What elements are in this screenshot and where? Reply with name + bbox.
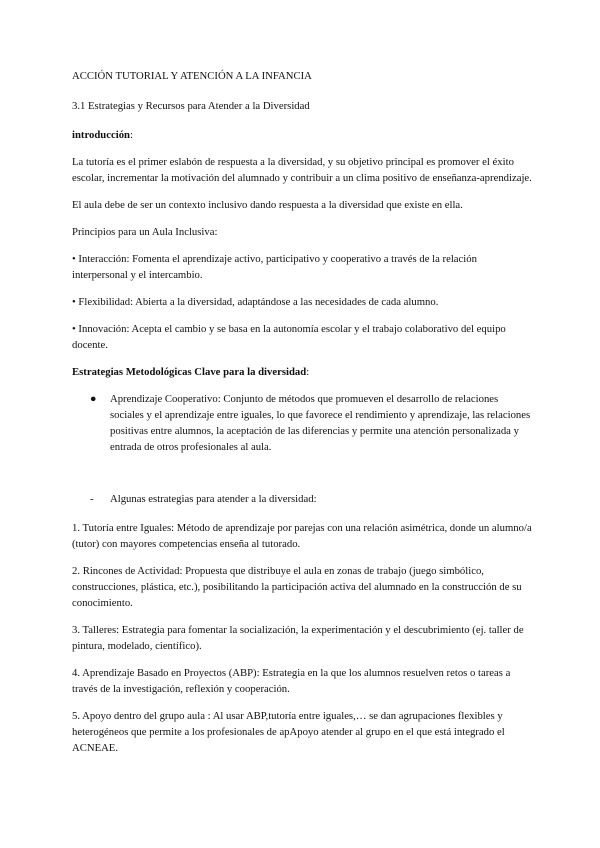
document-page xyxy=(72,68,532,767)
intro-paragraph-2: El aula debe de ser un contexto inclusivo dando respuesta a la diversidad que existe en ella. xyxy=(72,199,463,211)
principle-interaccion: • Interacción: Fomenta el aprendizaje activo, participativo y cooperativo a través de la relación interpersonal y el intercambio. xyxy=(72,253,477,281)
cooperative-bullet-item xyxy=(72,391,532,455)
intro-paragraph-1: La tutoría es el primer eslabón de respuesta a la diversidad, y su objetivo principal es promover el éxito escolar, incrementar la motivación del alumnado y contribuir a un clima positivo de enseñanza-aprendizaje. xyxy=(72,156,532,184)
list-item-talleres: 3. Talleres: Estrategia para fomentar la socialización, la experimentación y el descubrimiento (ej. taller de pintura, modelado, científico). xyxy=(72,624,524,652)
intro-colon: : xyxy=(130,129,133,141)
principles-heading: Principios para un Aula Inclusiva: xyxy=(72,226,218,238)
list-item-tutoria: 1. Tutoría entre Iguales: Método de aprendizaje por parejas con una relación asimétrica, donde un alumno/a (tutor) con mayores competencias enseña al tutorado. xyxy=(72,522,532,550)
document-title: ACCIÓN TUTORIAL Y ATENCIÓN A LA INFANCIA xyxy=(72,70,312,82)
list-item-abp: 4. Aprendizaje Basado en Proyectos (ABP): Estrategia en la que los alumnos resuelven retos o tareas a través de la investigación, reflexión y cooperación. xyxy=(72,667,511,695)
bullet-icon: ● xyxy=(90,393,97,405)
strategies-heading-line xyxy=(72,364,532,380)
intro-heading-line xyxy=(72,127,532,143)
section-subtitle: 3.1 Estrategias y Recursos para Atender a la Diversidad xyxy=(72,100,310,112)
principle-innovacion: • Innovación: Acepta el cambio y se basa en la autonomía escolar y el trabajo colaborativo del equipo docente. xyxy=(72,323,506,351)
strategies-colon: : xyxy=(306,366,310,378)
principle-flexibilidad: • Flexibilidad: Abierta a la diversidad, adaptándose a las necesidades de cada alumno. xyxy=(72,296,439,308)
strategies-heading: Estrategias Metodológicas Clave para la diversidad xyxy=(72,366,307,378)
dash-marker: - xyxy=(90,493,94,505)
intro-heading: introducción xyxy=(72,129,130,141)
cooperative-text: Aprendizaje Cooperativo: Conjunto de métodos que promueven el desarrollo de relaciones sociales y el aprendizaje entre iguales, lo que favorece el rendimiento y aprendizaje, las relaciones positivas entre alumnos, la aceptación de las diferencias y permite una atención personalizada y entrada de otros profesionales al aula. xyxy=(110,393,531,453)
list-item-apoyo: 5. Apoyo dentro del grupo aula : Al usar ABP,tutoría entre iguales,… se dan agrupaciones flexibles y heterogéneos que permite a los profesionales de apApoyo atender al grupo en el que está integrado el ACNEAE. xyxy=(72,710,505,754)
strategies-list-intro-text: Algunas estrategias para atender a la diversidad: xyxy=(110,493,317,505)
list-item-rincones: 2. Rincones de Actividad: Propuesta que distribuye el aula en zonas de trabajo (juego simbólico, construcciones, plástica, etc.), posibilitando la participación activa del alumnado en la construcción de su conocimiento. xyxy=(72,565,522,609)
strategies-list-intro xyxy=(72,491,532,507)
